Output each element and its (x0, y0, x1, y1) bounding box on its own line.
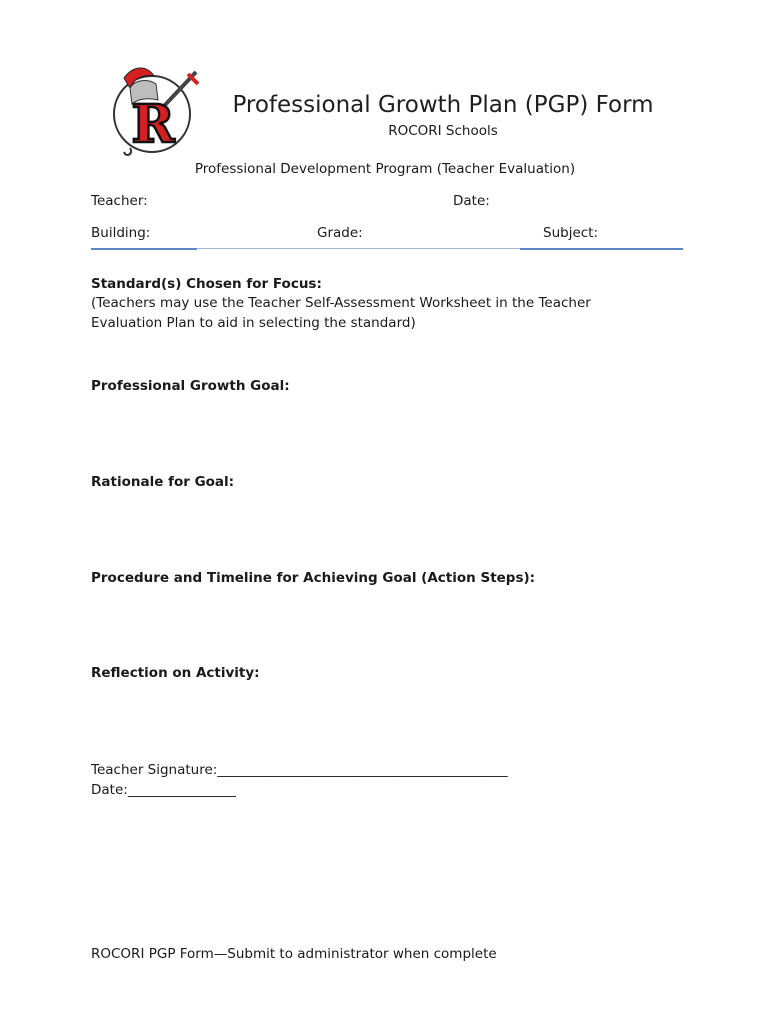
standards-note-line-2: Evaluation Plan to aid in selecting the standard) (91, 315, 416, 331)
school-name: ROCORI Schools (388, 123, 498, 139)
subject-field-label: Subject: (543, 225, 599, 241)
procedure-heading: Procedure and Timeline for Achieving Goal (Action Steps): (91, 570, 536, 586)
field-divider-segment (520, 248, 683, 250)
grade-field-label: Grade: (317, 225, 363, 241)
field-divider-segment (91, 248, 197, 250)
date-field-label: Date: (453, 193, 490, 209)
svg-text:R: R (131, 94, 175, 155)
building-field-label: Building: (91, 225, 151, 241)
growth-goal-heading: Professional Growth Goal: (91, 378, 290, 394)
standards-note-line-1: (Teachers may use the Teacher Self-Assessment Worksheet in the Teacher (91, 295, 591, 311)
page-title: Professional Growth Plan (PGP) Form (232, 92, 654, 118)
rationale-heading: Rationale for Goal: (91, 474, 235, 490)
standards-heading: Standard(s) Chosen for Focus: (91, 276, 322, 292)
reflection-heading: Reflection on Activity: (91, 665, 260, 681)
teacher-signature-line: Teacher Signature:___________________________________________ (91, 762, 508, 778)
program-name: Professional Development Program (Teacher Evaluation) (194, 161, 576, 177)
teacher-field-label: Teacher: (91, 193, 148, 209)
footer-note: ROCORI PGP Form—Submit to administrator when complete (91, 946, 497, 962)
signature-date-line: Date:________________ (91, 782, 236, 798)
